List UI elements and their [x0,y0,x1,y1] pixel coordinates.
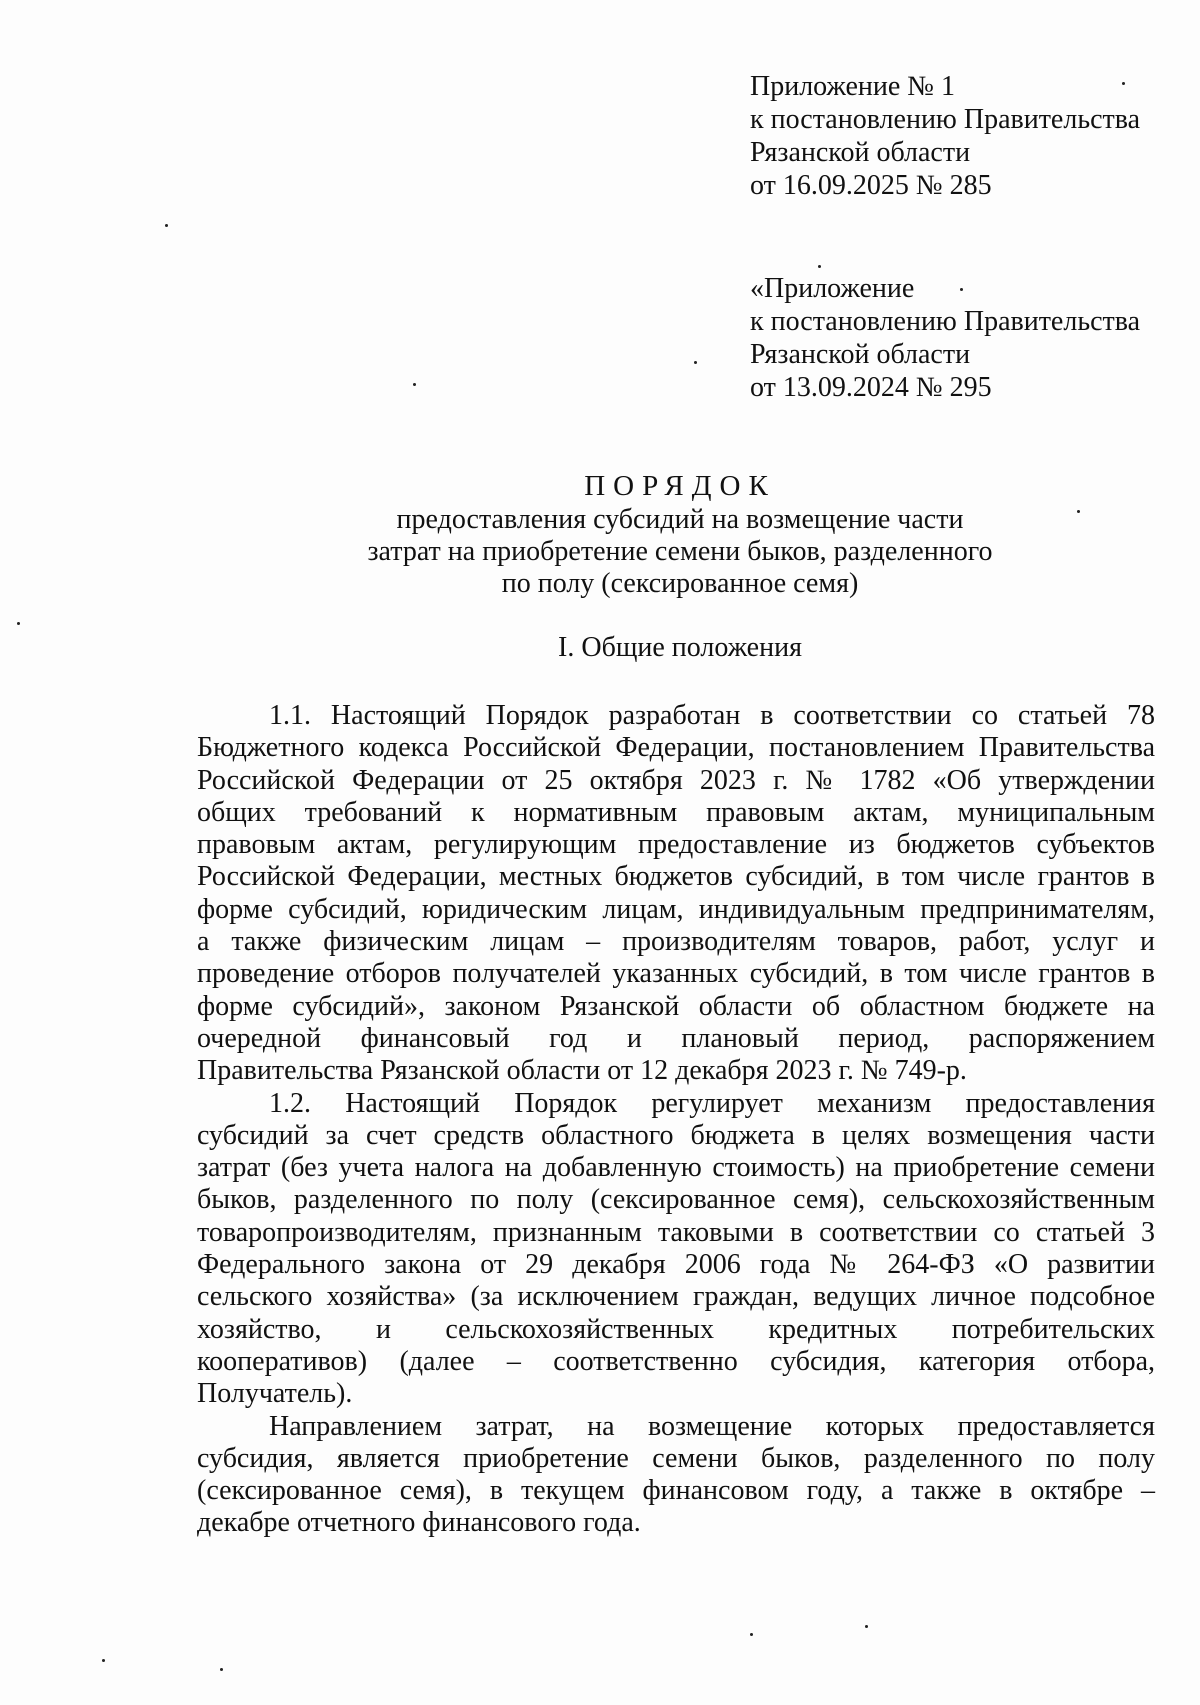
body-line: очередной финансовый год и плановый период, распоряжением [197,1022,1155,1054]
body-line: субсидия, является приобретение семени быков, разделенного по полу [197,1442,1155,1474]
previous-appendix-header [750,272,1170,404]
body-line: Российской Федерации, местных бюджетов субсидий, в том числе грантов в [197,861,1155,893]
body-line: 1.1. Настоящий Порядок разработан в соответствии со статьей 78 [269,700,1155,731]
previous-appendix-date: от 13.09.2024 № 295 [750,372,992,403]
scan-speck [694,361,697,364]
scan-speck [17,622,20,625]
scan-speck [865,1625,868,1628]
scan-speck [1122,82,1125,85]
body-line: Российской Федерации от 25 октября 2023 г. № 1782 «Об утверждении [197,764,1155,796]
section-heading: I. Общие положения [558,632,802,663]
body-line: проведение отборов получателей указанных субсидий, в том числе грантов в [197,958,1155,990]
body-line: кооперативов) (далее – соответственно субсидия, категория отбора, [197,1345,1155,1377]
body-line: быков, разделенного по полу (сексированное семя), сельскохозяйственным [197,1184,1155,1216]
body-line: а также физическим лицам – производителям товаров, работ, услуг и [197,926,1155,958]
previous-appendix-label: «Приложение [750,273,915,304]
body-line: субсидий за счет средств областного бюджета в целях возмещения части [197,1119,1155,1151]
body-line: Федерального закона от 29 декабря 2006 года № 264-ФЗ «О развитии [197,1249,1155,1281]
body-line: товаропроизводителям, признанным таковыми в соответствии со статьей 3 [197,1216,1155,1248]
scan-speck [165,224,168,227]
body-line: (сексированное семя), в текущем финансовом году, а также в октябре – [197,1475,1155,1507]
appendix-number: Приложение № 1 [750,71,955,102]
body-line: форме субсидий», законом Рязанской области об областном бюджете на [197,990,1155,1022]
body-line: хозяйство, и сельскохозяйственных кредитных потребительских [197,1313,1155,1345]
body-line: форме субсидий, юридическим лицам, индивидуальным предпринимателям, [197,893,1155,925]
body-line: Получатель). [197,1378,353,1410]
document-title: ПОРЯДОК [584,470,776,502]
scan-speck [960,288,963,291]
document-title-block [200,470,1160,600]
scan-speck [750,1633,753,1636]
body-line: затрат (без учета налога на добавленную стоимость) на приобретение семени [197,1152,1155,1184]
previous-appendix-region: Рязанской области [750,339,971,370]
body-line: Бюджетного кодекса Российской Федерации, постановлением Правительства [197,732,1155,764]
document-subtitle-line: предоставления субсидий на возмещение части [396,504,964,535]
body-line: Направлением затрат, на возмещение которых предоставляется [269,1410,1155,1442]
appendix-header [750,70,1170,202]
document-subtitle-line: затрат на приобретение семени быков, разделенного [367,536,993,567]
body-line: декабре отчетного финансового года. [197,1507,641,1539]
appendix-resolution-ref: к постановлению Правительства [750,104,1141,135]
body-line: сельского хозяйства» (за исключением граждан, ведущих личное подсобное [197,1281,1155,1313]
appendix-region: Рязанской области [750,137,971,168]
body-line: 1.2. Настоящий Порядок регулирует механизм предоставления [269,1087,1155,1119]
body-line: Правительства Рязанской области от 12 декабря 2023 г. № 749-р. [197,1055,967,1087]
previous-appendix-resolution-ref: к постановлению Правительства [750,306,1141,337]
scan-speck [818,265,821,268]
document-subtitle-line: по полу (сексированное семя) [501,568,859,599]
body-line: правовым актам, регулирующим предоставление из бюджетов субъектов [197,829,1155,861]
scan-speck [220,1668,223,1671]
scan-speck [102,1659,105,1662]
appendix-date: от 16.09.2025 № 285 [750,170,992,201]
scan-speck [413,383,416,386]
scan-speck [1077,510,1080,513]
document-body [197,700,1155,1540]
body-line: общих требований к нормативным правовым актам, муниципальным [197,796,1155,828]
